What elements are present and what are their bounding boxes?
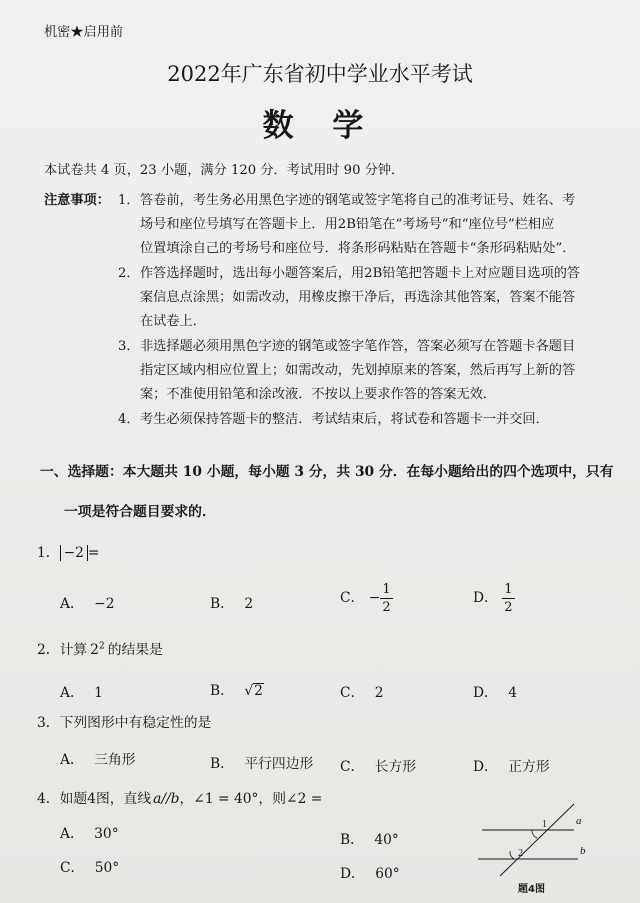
q2-option-b-sqrt <box>244 683 264 699</box>
q4-stem <box>37 787 322 807</box>
q1-stem <box>37 541 99 561</box>
q1-number: 1． <box>37 545 60 561</box>
q1-option-d-fraction <box>502 583 514 614</box>
q4-option-b-value: 40° <box>374 832 399 848</box>
q3-option-c[interactable] <box>340 755 416 775</box>
q2-stem-pre: 计算 <box>59 642 88 658</box>
q4-angle2-label: 2 <box>518 848 523 859</box>
note-2-number: 2． <box>118 266 140 281</box>
q2-number: 2． <box>37 642 60 658</box>
q4-var-b: b <box>170 791 180 807</box>
q3-option-d-value: 正方形 <box>508 759 550 775</box>
q1-option-a-label: A． <box>60 596 84 612</box>
notes-label: 注意事项： <box>44 193 110 208</box>
q4-option-c-label: C． <box>60 860 85 876</box>
confidential-mark: 机密★启用前 <box>44 25 124 40</box>
q2-option-c-label: C． <box>340 685 365 701</box>
note-1-line-1: 答卷前，考生务必用黑色字迹的钢笔或签字笔将自己的准考证号、姓名、考 <box>140 193 576 208</box>
q1-option-c-label: C． <box>340 590 365 606</box>
q1-option-d[interactable] <box>473 583 515 614</box>
note-3-line-3: 案；不准使用铅笔和涂改液．不按以上要求作答的答案无效． <box>140 387 497 402</box>
q3-stem-text: 下列图形中有稳定性的是 <box>59 715 212 731</box>
q3-option-c-value: 长方形 <box>374 759 417 775</box>
sqrt-symbol-icon: √ <box>244 683 254 699</box>
section-1-heading: 一、选择题：本大题共 10 小题，每小题 3 分，共 30 分．在每小题给出的四个选项中，只有 <box>40 464 614 480</box>
q2-option-d-label: D． <box>473 685 498 701</box>
q3-option-d[interactable] <box>473 755 550 775</box>
q3-option-a-label: A． <box>60 752 84 768</box>
q3-option-a[interactable] <box>60 748 136 768</box>
q2-exponent: 2 <box>98 641 105 652</box>
q2-option-d-value: 4 <box>508 685 518 701</box>
q4-label-a: a <box>576 815 582 827</box>
q4-option-d[interactable] <box>340 862 400 882</box>
q1-option-d-numerator: 1 <box>504 582 513 597</box>
q1-option-c-numerator: 1 <box>382 582 391 597</box>
q1-option-c[interactable] <box>340 583 393 614</box>
q1-option-d-denominator: 2 <box>504 600 513 615</box>
q4-figure-caption: 题4图 <box>518 884 545 895</box>
q3-option-b[interactable] <box>210 752 313 772</box>
note-1-line-3: 位置填涂自己的考场号和座位号．将条形码粘贴在答题卡“条形码粘贴处”． <box>140 241 576 256</box>
q4-stem-pre: 如题4图，直线 <box>59 791 152 807</box>
q3-option-b-label: B． <box>210 756 234 772</box>
q4-angle1-arc <box>532 830 537 838</box>
q4-label-b: b <box>580 845 586 857</box>
q1-option-b-label: B． <box>210 596 234 612</box>
q4-option-a-value: 30° <box>94 826 119 842</box>
q4-option-d-value: 60° <box>375 866 400 882</box>
q4-angle1-label: 1 <box>542 819 547 830</box>
q3-option-b-value: 平行四边形 <box>244 756 314 772</box>
q4-option-b[interactable] <box>340 828 399 848</box>
q1-option-c-denominator: 2 <box>382 600 391 615</box>
q2-option-a-label: A． <box>60 685 84 701</box>
q1-option-d-label: D． <box>473 590 498 606</box>
q4-parallel-symbol: // <box>161 791 171 807</box>
q1-equals: = <box>87 545 100 561</box>
note-3-line-1: 非选择题必须用黑色字迹的钢笔或签字笔作答，答案必须写在答题卡各题目 <box>140 339 576 354</box>
note-1-number: 1． <box>118 193 140 208</box>
q4-number: 4． <box>37 791 60 807</box>
note-2-line-2: 案信息点涂黑；如需改动，用橡皮擦干净后，再选涂其他答案，答案不能答 <box>140 290 576 305</box>
q2-option-a[interactable] <box>60 681 103 701</box>
note-4-number: 4． <box>118 412 140 427</box>
q4-option-b-label: B． <box>340 832 364 848</box>
q3-option-c-label: C． <box>340 759 365 775</box>
exam-intro: 本试卷共 4 页，23 小题，满分 120 分．考试用时 90 分钟． <box>44 163 405 178</box>
q2-option-b-label: B． <box>210 683 234 699</box>
q1-option-c-fraction <box>380 583 392 614</box>
q2-option-b-value: 2 <box>254 682 263 699</box>
q4-option-a[interactable] <box>60 822 119 842</box>
q2-base: 2 <box>90 642 99 658</box>
q2-option-c[interactable] <box>340 681 384 701</box>
q3-option-a-value: 三角形 <box>94 752 136 768</box>
q2-stem-post: 的结果是 <box>107 642 163 658</box>
subject-title: 数 学 <box>262 108 378 144</box>
q2-option-b[interactable] <box>210 679 264 699</box>
exam-title: 2022年广东省初中学业水平考试 <box>167 62 473 86</box>
q3-stem <box>37 711 211 731</box>
q3-option-d-label: D． <box>473 759 498 775</box>
q4-var-a: a <box>153 791 162 807</box>
note-2-line-1: 作答选择题时，选出每小题答案后，用2B铅笔把答题卡上对应题目选项的答 <box>140 266 581 281</box>
q4-option-d-label: D． <box>340 866 365 882</box>
q2-option-a-value: 1 <box>94 685 103 701</box>
note-2-line-3: 在试卷上． <box>140 314 206 329</box>
q1-option-b-value: 2 <box>244 596 254 612</box>
q1-absolute-value: −2 <box>60 545 88 561</box>
q1-option-a-value: −2 <box>94 596 115 612</box>
section-1-heading-cont: 一项是符合题目要求的． <box>64 504 216 520</box>
note-3-line-2: 指定区域内相应位置上；如需改动，先划掉原来的答案，然后再写上新的答 <box>140 363 576 378</box>
note-1-line-2: 场号和座位号填写在答题卡上．用2B铅笔在“考场号”和“座位号”栏相应 <box>140 217 555 232</box>
q1-option-b[interactable] <box>210 592 253 612</box>
q4-stem-mid: ，∠1 = 40°，则∠2 = <box>179 791 323 807</box>
q1-option-c-sign: − <box>368 590 381 606</box>
q2-option-d[interactable] <box>473 681 517 701</box>
q4-angle2-arc <box>510 851 514 859</box>
q4-option-a-label: A． <box>60 826 84 842</box>
q3-number: 3． <box>37 715 60 731</box>
q4-option-c[interactable] <box>60 856 119 876</box>
note-3-number: 3． <box>118 339 140 354</box>
q4-option-c-value: 50° <box>94 860 120 876</box>
note-4-line-1: 考生必须保持答题卡的整洁．考试结束后，将试卷和答题卡一并交回． <box>140 412 549 427</box>
q2-stem <box>37 638 163 658</box>
q4-transversal <box>500 804 574 876</box>
q4-figure <box>470 796 610 900</box>
q1-option-a[interactable] <box>60 592 115 612</box>
q2-option-c-value: 2 <box>374 685 384 701</box>
